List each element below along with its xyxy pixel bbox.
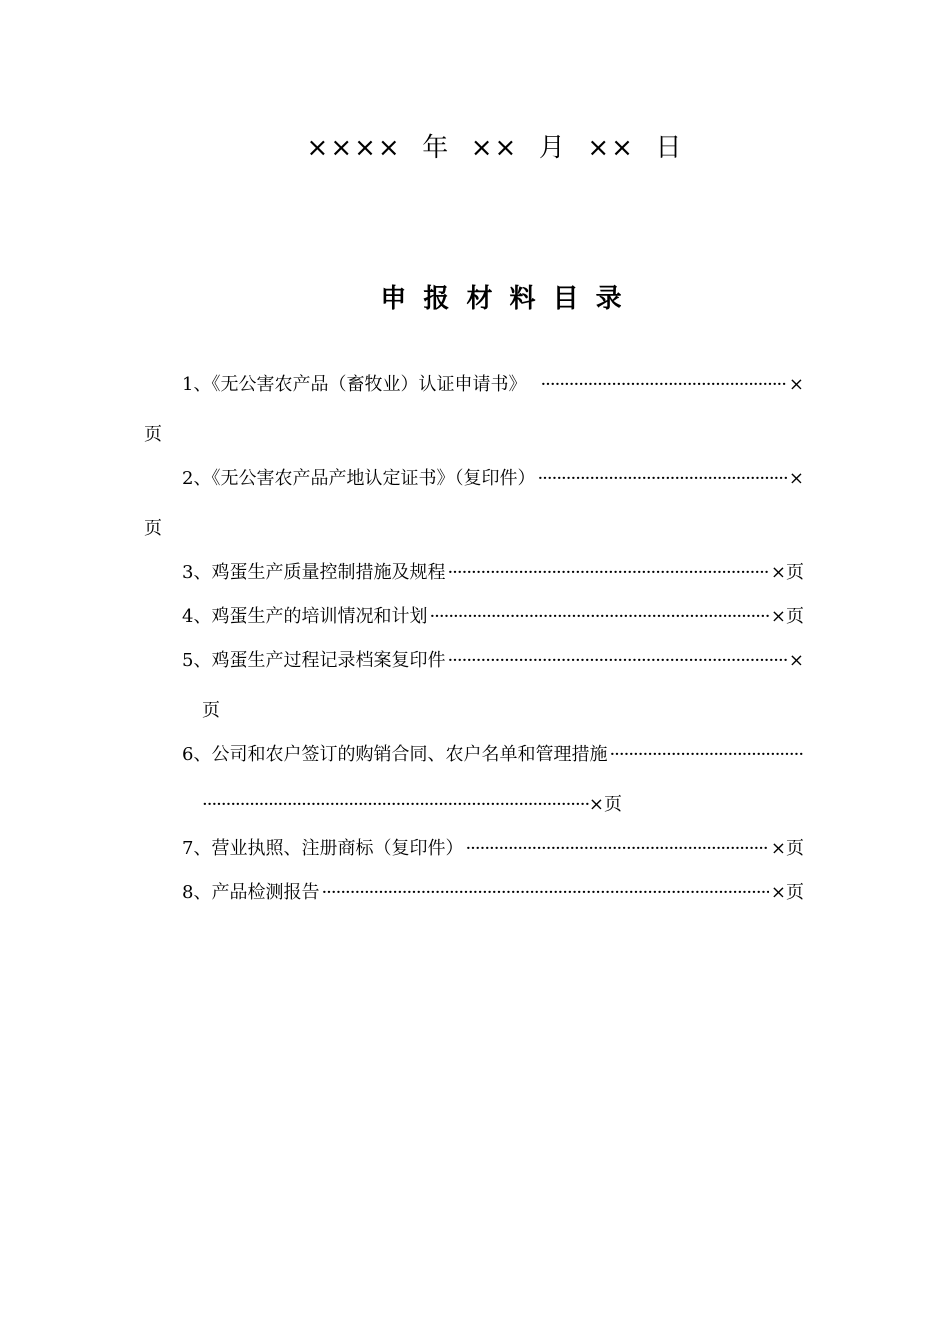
toc-item-8-leader: [321, 879, 768, 907]
date-line: ×××× 年 ×× 月 ×× 日: [306, 133, 684, 163]
toc-item-8: [182, 879, 804, 907]
toc-item-5-page-cont: 页: [202, 700, 220, 721]
toc-item-7: [182, 835, 804, 863]
toc-item-2-page-cont: 页: [144, 518, 162, 539]
toc-item-7-page: ×页: [770, 838, 804, 859]
toc-item-6-label: 6、公司和农户签订的购销合同、农户名单和管理措施: [182, 744, 608, 765]
toc-item-5-leader: [447, 647, 786, 675]
toc-item-6: [182, 741, 804, 769]
toc-item-6-page: ×页: [588, 794, 622, 815]
toc-item-5-label: 5、鸡蛋生产过程记录档案复印件: [182, 650, 446, 671]
toc-item-6-leader: [609, 741, 804, 769]
toc-item-3-label: 3、鸡蛋生产质量控制措施及规程: [182, 562, 446, 583]
toc-item-1-label: 1、《无公害农产品（畜牧业）认证申请书》: [182, 374, 527, 395]
toc-item-1-leader: [540, 371, 786, 399]
toc-item-1-page-cont: 页: [144, 424, 162, 445]
toc-item-8-label: 8、产品检测报告: [182, 882, 320, 903]
toc-item-7-label: 7、营业执照、注册商标（复印件）: [182, 838, 464, 859]
toc-item-3: [182, 559, 804, 587]
toc-item-5-page: ×: [788, 650, 804, 671]
toc-item-6-cont-leader: [202, 791, 589, 819]
toc-item-4-page: ×页: [770, 606, 804, 627]
toc-item-4-leader: [429, 603, 768, 631]
toc-item-6-cont: [202, 791, 622, 819]
toc-item-1: [182, 371, 804, 399]
toc-item-2: [182, 465, 804, 493]
toc-item-8-page: ×页: [770, 882, 804, 903]
toc-item-4: [182, 603, 804, 631]
toc-item-3-page: ×页: [770, 562, 804, 583]
toc-title: 申 报 材 料 目 录: [380, 284, 626, 314]
toc-item-1-page: ×: [788, 374, 804, 395]
toc-item-5: [182, 647, 804, 675]
toc-item-2-leader: [537, 465, 786, 493]
toc-item-2-page: ×: [788, 468, 804, 489]
toc-item-2-label: 2、《无公害农产品产地认定证书》（复印件）: [182, 468, 536, 489]
toc-item-7-leader: [465, 835, 768, 863]
toc-item-4-label: 4、鸡蛋生产的培训情况和计划: [182, 606, 428, 627]
toc-item-3-leader: [447, 559, 768, 587]
